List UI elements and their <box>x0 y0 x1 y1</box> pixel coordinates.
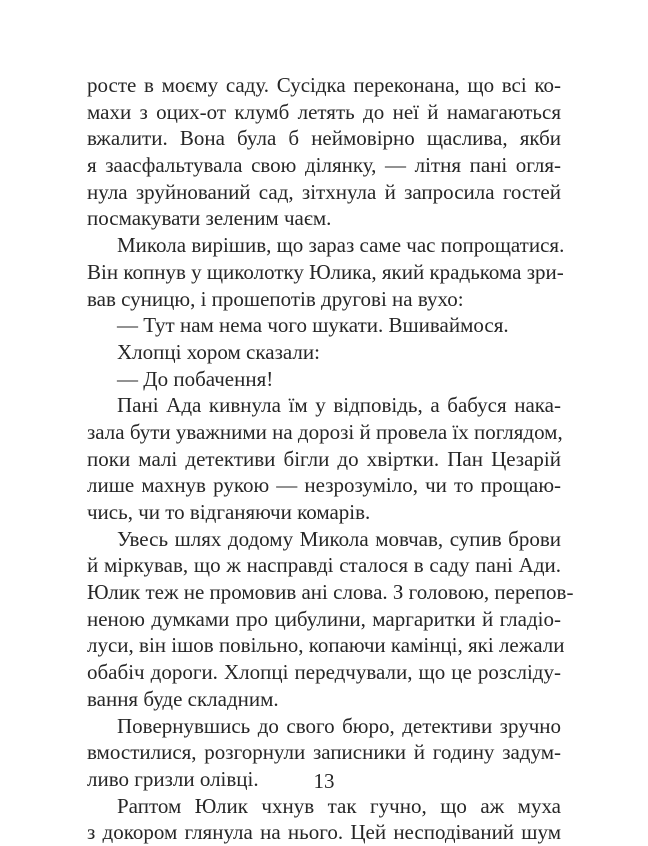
text-line: посмакувати зеленим чаєм. <box>87 206 332 231</box>
text-line: нула зруйнований сад, зітхнула й запросила гостей <box>87 179 561 204</box>
text-line: махи з оцих-от клумб летять до неї й намагаються <box>87 99 561 124</box>
text-line: Увесь шлях додому Микола мовчав, супив брови <box>117 526 561 551</box>
text-line: вжалити. Вона була б неймовірно щаслива, якби <box>87 126 561 151</box>
text-line: вмостилися, розгорнули записники й годину задум- <box>87 740 561 765</box>
text-line: вання буде складним. <box>87 686 279 711</box>
text-line: луси, він ішов повільно, копаючи камінці, які лежали <box>87 633 565 658</box>
text-line: ливо гризли олівці. <box>87 766 259 791</box>
text-line: неною думками про цибулини, маргаритки й гладіо- <box>87 606 561 631</box>
text-line: — До побачення! <box>117 366 274 391</box>
text-line: лише махнув рукою — незрозуміло, чи то прощаю- <box>87 473 561 498</box>
text-line: Повернувшись до свого бюро, детективи зручно <box>117 713 561 738</box>
text-line: Юлик теж не промовив ані слова. З головою, перепов- <box>87 580 574 605</box>
text-line: поки малі детективи бігли до хвіртки. Пан Цезарій <box>87 446 561 471</box>
body-text <box>87 72 574 846</box>
text-line: Пані Ада кивнула їм у відповідь, а бабуся нака- <box>117 393 561 418</box>
text-line: Хлопці хором сказали: <box>117 339 320 364</box>
text-line: росте в моєму саду. Сусідка переконана, що всі ко- <box>87 73 561 97</box>
text-line: обабіч дороги. Хлопці передчували, що це розсліду- <box>87 660 561 685</box>
text-line: — Тут нам нема чого шукати. Вшиваймося. <box>117 313 509 338</box>
text-line: Раптом Юлик чхнув так гучно, що аж муха <box>117 793 561 818</box>
text-line: чись, чи то відганяючи комарів. <box>87 500 371 524</box>
text-line: Микола вирішив, що зараз саме час попрощатися. <box>117 233 565 258</box>
text-line: я заасфальтувала свою ділянку, — літня пані огля- <box>87 153 561 178</box>
text-line: з докором глянула на нього. Цей несподіваний шум <box>87 820 561 845</box>
text-line: Він копнув у щиколотку Юлика, який крадькома зри- <box>87 259 564 284</box>
page-number: 13 <box>313 769 335 793</box>
text-line: й міркував, що ж насправді сталося в саду пані Ади. <box>87 553 561 578</box>
text-line: зала бути уважними на дорозі й провела їх поглядом, <box>87 419 563 444</box>
text-line: вав суницю, і прошепотів другові на вухо: <box>87 286 464 311</box>
